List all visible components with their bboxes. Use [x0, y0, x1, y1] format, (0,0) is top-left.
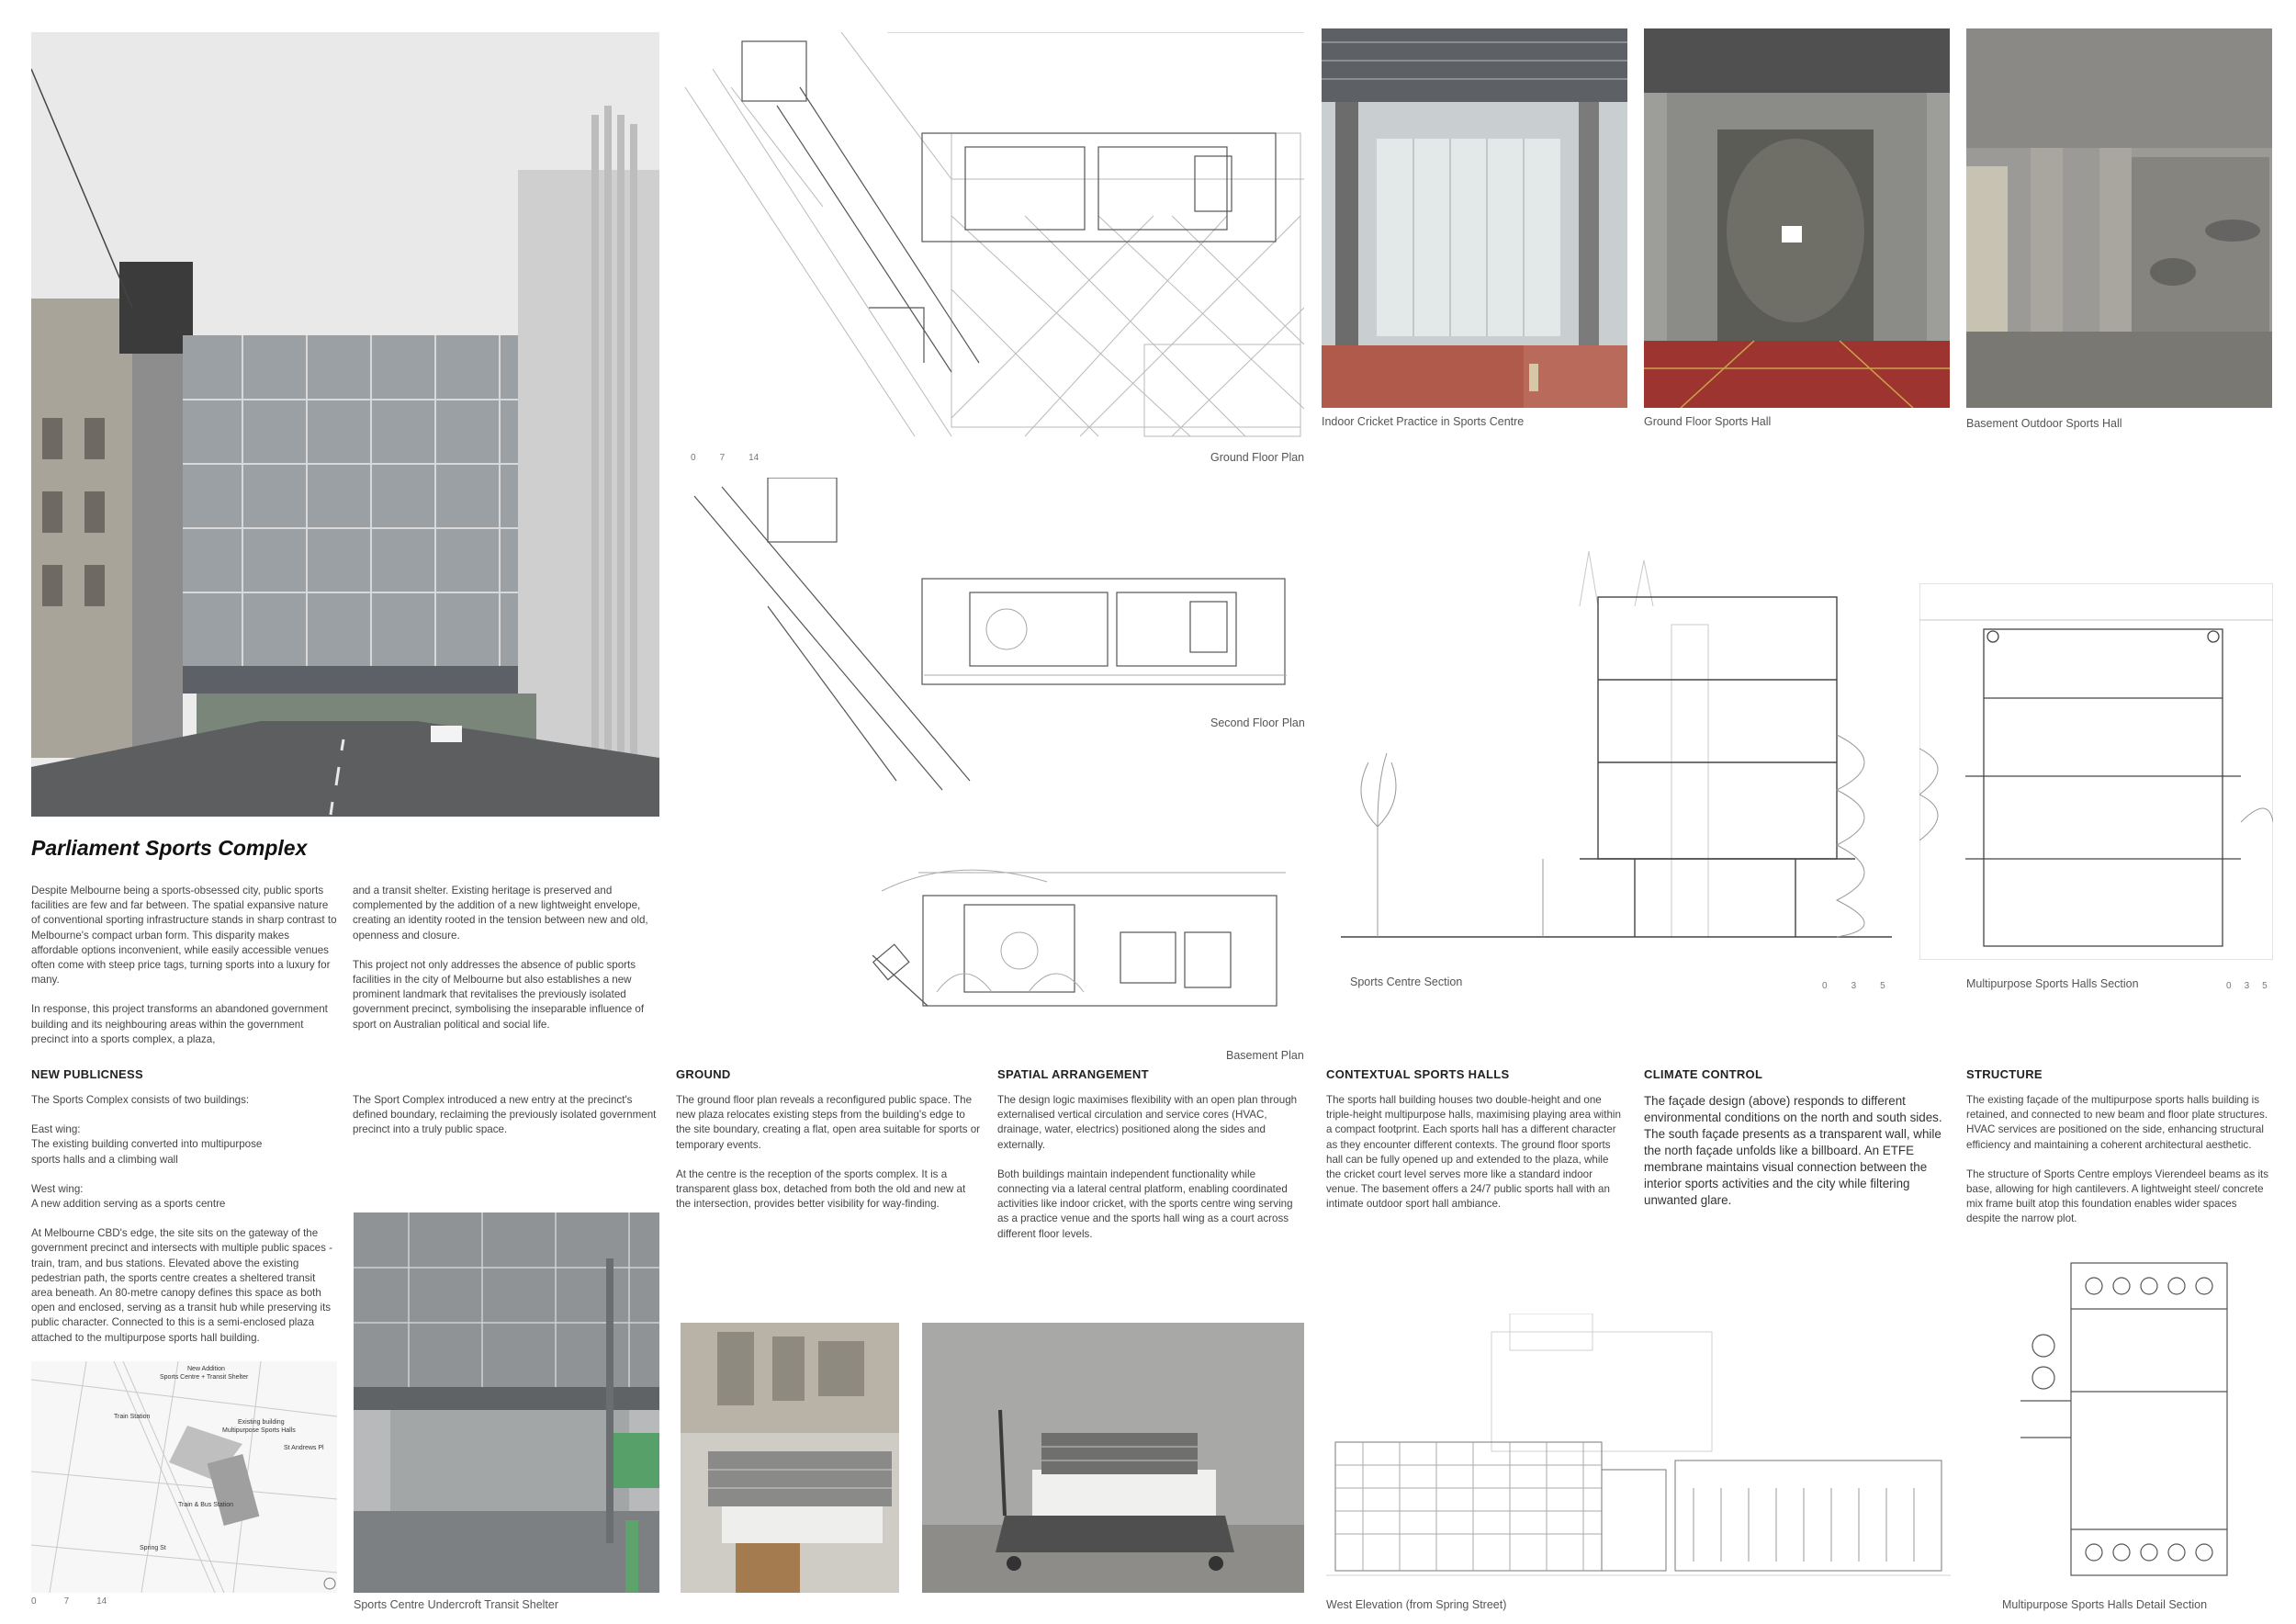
multipurpose-section-drawing: [1919, 583, 2273, 960]
spatial-paragraph: The design logic maximises flexibility with an open plan through externalised vertical circulation and service cores (HVAC, drainage, water, electrics) positioned along the sides and externally.: [997, 1094, 1298, 1151]
scale-tick: 0: [1822, 981, 1828, 991]
detail-section-drawing: [2020, 1254, 2232, 1594]
contextual-heading: CONTEXTUAL SPORTS HALLS: [1326, 1067, 1510, 1081]
map-label: Multipurpose Sports Halls: [222, 1427, 296, 1434]
scale-tick: 0: [691, 453, 696, 463]
ground-plan-scale: [691, 453, 782, 463]
intro-paragraph: and a transit shelter. Existing heritage is preserved and complemented by the addition of a new lightweight envelope, creating an identity rooted in the tension between new and old, openness and closure.: [353, 885, 648, 942]
spatial-text: [997, 1093, 1304, 1257]
scale-tick: 7: [719, 453, 726, 463]
basement-plan-caption: Basement Plan: [1226, 1049, 1304, 1062]
second-floor-plan-drawing: [676, 478, 1304, 818]
scale-tick: 5: [2262, 981, 2268, 991]
intro-paragraph: Despite Melbourne being a sports-obsessed city, public sports facilities are few and far between. The spatial expansive nature of conventional sporting infrastructure stands in sharp contrast to Melbourne's compact urban form. This disparity makes affordable options inconvenient, while easily accessible venues often come with steep price tags, turning sports into a luxury for many.: [31, 885, 337, 987]
new-publicness-lead: The Sports Complex consists of two buildings:: [31, 1094, 250, 1106]
west-wing-key: West wing:: [31, 1182, 84, 1195]
ground-heading: GROUND: [676, 1067, 731, 1081]
new-publicness-col2: The Sport Complex introduced a new entry at the precinct's defined boundary, reclaiming the previously isolated government precinct into a truly public space.: [353, 1094, 657, 1136]
structure-heading: STRUCTURE: [1966, 1067, 2043, 1081]
sports-centre-section-caption: Sports Centre Section: [1350, 976, 1463, 988]
map-label: St Andrews Pl: [284, 1445, 324, 1451]
intro-column-2: [353, 884, 659, 1047]
east-wing-key: East wing:: [31, 1123, 81, 1136]
climate-heading: CLIMATE CONTROL: [1644, 1067, 1763, 1081]
west-elevation-drawing: [1326, 1314, 1951, 1580]
west-elevation-caption: West Elevation (from Spring Street): [1326, 1598, 1507, 1611]
transit-shelter-caption: Sports Centre Undercroft Transit Shelter: [354, 1598, 559, 1611]
new-publicness-paragraph: At Melbourne CBD's edge, the site sits on the gateway of the government precinct and intersects with multiple public spaces - train, tram, and bus stations. Elevated above the existing pedestrian path, the sports centre creates a sheltered transit area beneath. An 80-metre canopy defines this space as both open and enclosed, serving as a transit hub while preserving its public character. Connected to this is a semi-enclosed plaza attached to the multipurpose sports hall building.: [31, 1227, 332, 1344]
map-label: Spring St: [140, 1545, 166, 1551]
new-publicness-text: [31, 1093, 337, 1360]
map-label: Train & Bus Station: [178, 1502, 234, 1508]
intro-paragraph: This project not only addresses the absence of public sports facilities in the city of Melbourne but also establishes a new prominent landmark that revitalises the previously isolated government precinct, symbolising the inseparable influence of sport on Australian political and social life.: [353, 958, 645, 1031]
new-publicness-heading: NEW PUBLICNESS: [31, 1067, 143, 1081]
ground-floor-sports-hall-photo: [1644, 28, 1950, 408]
section1-scale: [1822, 981, 1909, 991]
scale-tick: 7: [63, 1596, 70, 1607]
spatial-heading: SPATIAL ARRANGEMENT: [997, 1067, 1149, 1081]
map-label: Existing building: [238, 1419, 285, 1426]
west-wing-row: [31, 1182, 337, 1212]
indoor-cricket-photo: [1322, 28, 1627, 408]
ground-floor-plan-caption: Ground Floor Plan: [1210, 451, 1305, 464]
east-wing-row: [31, 1122, 337, 1167]
sports-centre-section-drawing: [1341, 551, 1892, 946]
section2-scale: [2226, 981, 2290, 991]
site-map: [31, 1361, 337, 1593]
contextual-text: The sports hall building houses two double-height and one triple-height multipurpose halls, maximising playing area within a compact footprint. Each sports hall has a different character as they encounter different contexts. The ground floor sports hall can be fully opened up and extended to the plaza, while the cricket court level serves more like a standard indoor venue. The basement offers a 24/7 public sports hall with an intimate outdoor sport hall ambiance.: [1326, 1094, 1621, 1211]
scale-tick: 5: [1880, 981, 1885, 991]
scale-tick: 14: [748, 453, 760, 463]
model-photo-2: [922, 1323, 1304, 1593]
structure-text: [1966, 1093, 2272, 1242]
map-scale: [31, 1596, 130, 1607]
map-label: Train Station: [114, 1414, 151, 1420]
west-wing-value: A new addition serving as a sports centre: [31, 1198, 226, 1211]
basement-plan-drawing: [863, 863, 1304, 1047]
scale-tick: 0: [2226, 981, 2232, 991]
map-label: Sports Centre + Transit Shelter: [160, 1374, 249, 1381]
ground-floor-plan-drawing: [676, 32, 1304, 441]
ground-paragraph: The ground floor plan reveals a reconfigured public space. The new plaza relocates existing steps from the building's edge to the site boundary, creating a flat, open area suitable for sports or temporary events.: [676, 1094, 981, 1151]
scale-tick: 14: [96, 1596, 107, 1607]
structure-paragraph: The existing façade of the multipurpose sports halls building is retained, and connected to new beam and floor plate structures. HVAC services are positioned on the side, enhancing structural efficiency and maintaining a coherent architectural aesthetic.: [1966, 1094, 2268, 1151]
page-title: Parliament Sports Complex: [31, 836, 308, 860]
east-wing-value: The existing building converted into multipurpose sports halls and a climbing wall: [31, 1138, 263, 1166]
spatial-paragraph: Both buildings maintain independent functionality while connecting via a lateral central platform, enabling coordinated activities like indoor cricket, with the sports centre wing serving as a practice venue and the sports hall wing as a court across different floor levels.: [997, 1167, 1293, 1240]
intro-column-1: [31, 884, 337, 1062]
scale-tick: 3: [2244, 981, 2250, 991]
ground-paragraph: At the centre is the reception of the sports complex. It is a transparent glass box, detached from both the old and new at the intersection, provides better visibility for way-finding.: [676, 1167, 966, 1211]
transit-shelter-photo: [354, 1212, 659, 1593]
detail-section-caption: Multipurpose Sports Halls Detail Section: [2002, 1598, 2208, 1611]
scale-tick: 0: [31, 1596, 37, 1607]
intro-paragraph: In response, this project transforms an abandoned government building and its neighbouring areas within the government precinct into a sports complex, a plaza,: [31, 1003, 328, 1045]
model-photo-1: [681, 1323, 899, 1593]
climate-text: The façade design (above) responds to different environmental conditions on the north and south sides. The south façade presents as a transparent wall, while the north façade unfolds like a billboard. An ETFE membrane maintains visual connection between the interior sports activities and the city while filtering unwanted glare.: [1644, 1094, 1942, 1207]
basement-outdoor-sports-hall-photo: [1966, 28, 2272, 408]
structure-paragraph: The structure of Sports Centre employs Vierendeel beams as its base, allowing for high cantilevers. A lightweight steel/ concrete mix frame built atop this foundation enables wider spaces despite the narrow plot.: [1966, 1167, 2269, 1225]
ground-text: [676, 1093, 982, 1226]
multipurpose-section-caption: Multipurpose Sports Halls Section: [1966, 977, 2139, 990]
second-floor-plan-caption: Second Floor Plan: [1210, 716, 1305, 729]
photo3-caption: Basement Outdoor Sports Hall: [1966, 417, 2122, 430]
hero-render-image: [31, 32, 659, 817]
photo2-caption: Ground Floor Sports Hall: [1644, 415, 1772, 428]
map-label: New Addition: [187, 1366, 225, 1372]
scale-tick: 3: [1851, 981, 1857, 991]
photo1-caption: Indoor Cricket Practice in Sports Centre: [1322, 415, 1525, 428]
